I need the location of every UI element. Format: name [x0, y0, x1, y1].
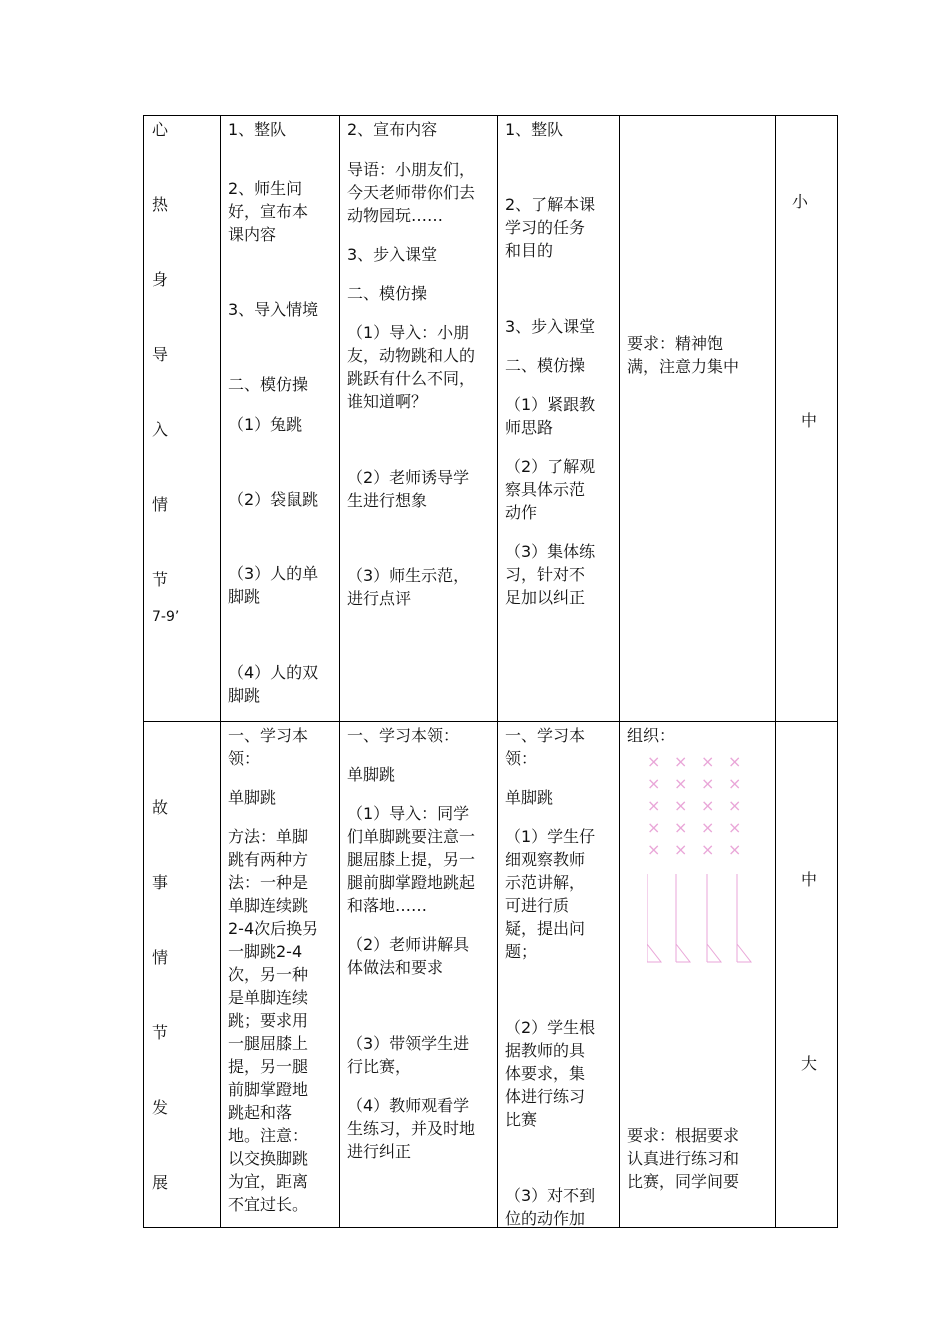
- cell-text-line: 位的动作加: [505, 1209, 586, 1228]
- cell-text-line: 前脚掌蹬地: [228, 1080, 309, 1099]
- cell-text-line: 足加以纠正: [505, 588, 586, 607]
- cell-text-line: （3）带领学生进: [347, 1034, 470, 1053]
- cell-text-line: 3、步入课堂: [347, 245, 438, 264]
- cell-text-line: 体做法和要求: [347, 958, 444, 977]
- cell-text-line: 察具体示范: [505, 480, 586, 499]
- cell-text-line: （2）老师讲解具: [347, 935, 470, 954]
- cell-text-line: （2）了解观: [505, 457, 596, 476]
- cell-text-line: 2-4次后换另: [228, 919, 319, 938]
- cell-text-line: 腿屈膝上提，另一: [347, 850, 476, 869]
- student-mark: ×: [728, 796, 742, 815]
- cell-text-line: 和目的: [505, 241, 554, 260]
- flag-icon: [707, 944, 721, 962]
- cell-text-line: 今天老师带你们去: [347, 183, 476, 202]
- section-title-char: 热: [152, 195, 169, 214]
- cell-text-line: （1）学生仔: [505, 827, 596, 846]
- student-mark: ×: [674, 818, 688, 837]
- organization-label: 组织：: [627, 726, 676, 745]
- cell-text-line: 次，另一种: [228, 965, 309, 984]
- section-title-char: 发: [152, 1098, 169, 1117]
- cell-text-line: 细观察教师: [505, 850, 586, 869]
- cell-text-line: 1、整队: [505, 120, 564, 139]
- cell-text-line: 进行纠正: [347, 1142, 412, 1161]
- cell-text-line: 1、整队: [228, 120, 287, 139]
- cell-text-line: 一、学习本: [505, 726, 586, 745]
- cell-text-line: 学习的任务: [505, 218, 586, 237]
- section1-teacher-b-cell: [339, 116, 497, 721]
- cell-text-line: 单脚跳: [505, 788, 554, 807]
- cell-text-line: 跳跃有什么不同，: [347, 369, 476, 388]
- cell-text-line: 一、学习本: [228, 726, 309, 745]
- cell-text-line: 进行点评: [347, 589, 412, 608]
- section2-title-cell: [144, 722, 220, 1227]
- student-mark: ×: [674, 840, 688, 859]
- cell-text-line: 单脚连续跳: [228, 896, 309, 915]
- cell-text-line: 习，针对不: [505, 565, 586, 584]
- section2-teacher-b-cell: [339, 722, 497, 1227]
- cell-text-line: 要求：精神饱: [627, 334, 724, 353]
- cell-text-line: 地。注意：: [228, 1126, 309, 1145]
- cell-text-line: 一脚跳2-4: [228, 942, 303, 961]
- section-title-char: 节: [152, 1023, 169, 1042]
- cell-text-line: 导语：小朋友们，: [347, 160, 476, 179]
- cell-text-line: 们单脚跳要注意一: [347, 827, 476, 846]
- cell-text-line: 跳有两种方: [228, 850, 309, 869]
- cell-text-line: 比赛，同学间要: [627, 1172, 740, 1191]
- section-time: 7-9’: [152, 609, 180, 625]
- student-mark: ×: [701, 796, 715, 815]
- lane-flags-graphic: [647, 754, 767, 984]
- cell-text-line: （1）紧跟教: [505, 395, 596, 414]
- student-mark: ×: [647, 752, 661, 771]
- cell-text-line: 谁知道啊？: [347, 392, 428, 411]
- cell-text-line: 脚跳: [228, 587, 261, 606]
- cell-text-line: 为宜，距离: [228, 1172, 309, 1191]
- cell-text-line: 以交换脚跳: [228, 1149, 309, 1168]
- student-mark: ×: [647, 774, 661, 793]
- cell-text-line: 二、模仿操: [347, 284, 428, 303]
- lesson-plan-table: [143, 115, 838, 1228]
- cell-text-line: 体要求，集: [505, 1064, 586, 1083]
- cell-text-line: 据教师的具: [505, 1041, 586, 1060]
- section1-teacher-a-cell: [220, 116, 339, 721]
- cell-text-line: 好，宣布本: [228, 202, 309, 221]
- cell-text-line: 题；: [505, 942, 538, 961]
- cell-text-line: 一、学习本领：: [347, 726, 460, 745]
- student-mark: ×: [728, 840, 742, 859]
- cell-text-line: 认真进行练习和: [627, 1149, 740, 1168]
- cell-text-line: 动作: [505, 503, 538, 522]
- cell-text-line: 不宜过长。: [228, 1195, 309, 1214]
- cell-text-line: 满，注意力集中: [627, 357, 740, 376]
- cell-text-line: 生进行想象: [347, 491, 428, 510]
- student-mark: ×: [647, 840, 661, 859]
- cell-text-line: 3、步入课堂: [505, 317, 596, 336]
- flag-icon: [676, 944, 690, 962]
- section-title-char: 导: [152, 345, 169, 364]
- cell-text-line: 领：: [505, 749, 538, 768]
- cell-text-line: 是单脚连续: [228, 988, 309, 1007]
- section-title-char: 展: [152, 1173, 169, 1192]
- cell-text-line: （2）老师诱导学: [347, 468, 470, 487]
- student-mark: ×: [728, 818, 742, 837]
- student-mark: ×: [728, 774, 742, 793]
- section-title-char: 心: [152, 120, 169, 139]
- cell-text-line: 二、模仿操: [228, 375, 309, 394]
- cell-text-line: （3）师生示范，: [347, 566, 470, 585]
- cell-text-line: 师思路: [505, 418, 554, 437]
- cell-text-line: （1）导入：同学: [347, 804, 470, 823]
- student-mark: ×: [701, 752, 715, 771]
- cell-text-line: （2）学生根: [505, 1018, 596, 1037]
- section-title-char: 情: [152, 495, 169, 514]
- cell-text-line: 提，另一腿: [228, 1057, 309, 1076]
- cell-text-line: （1）兔跳: [228, 415, 303, 434]
- cell-text-line: 动物园玩……: [347, 206, 444, 225]
- cell-text-line: （4）人的双: [228, 663, 319, 682]
- cell-text-line: 脚跳: [228, 686, 261, 705]
- cell-text-line: 单脚跳: [347, 765, 396, 784]
- student-mark: ×: [647, 818, 661, 837]
- section2-intensity-cell: [775, 722, 837, 1227]
- section2-teacher-a-cell: [220, 722, 339, 1227]
- section1-title-cell: [144, 116, 220, 721]
- cell-text-line: 友，动物跳和人的: [347, 346, 476, 365]
- intensity-label: 中: [801, 870, 818, 889]
- cell-text-line: 单脚跳: [228, 788, 277, 807]
- formation-diagram: [647, 754, 767, 984]
- section1-student-cell: [497, 116, 619, 721]
- intensity-label: 小: [792, 192, 809, 211]
- cell-text-line: （3）人的单: [228, 564, 319, 583]
- section-title-char: 身: [152, 270, 169, 289]
- cell-text-line: 2、师生问: [228, 179, 303, 198]
- cell-text-line: （1）导入：小朋: [347, 323, 470, 342]
- cell-text-line: 跳起和落: [228, 1103, 293, 1122]
- intensity-label: 大: [801, 1054, 818, 1073]
- student-mark: ×: [674, 796, 688, 815]
- flag-icon: [737, 944, 751, 962]
- cell-text-line: 课内容: [228, 225, 277, 244]
- cell-text-line: 2、了解本课: [505, 195, 596, 214]
- cell-text-line: 行比赛，: [347, 1057, 412, 1076]
- cell-text-line: 领：: [228, 749, 261, 768]
- cell-text-line: 腿前脚掌蹬地跳起: [347, 873, 476, 892]
- student-mark: ×: [647, 796, 661, 815]
- cell-text-line: 和落地……: [347, 896, 428, 915]
- intensity-label: 中: [801, 411, 818, 430]
- cell-text-line: 二、模仿操: [505, 356, 586, 375]
- cell-text-line: 3、导入情境: [228, 300, 319, 319]
- student-mark: ×: [701, 840, 715, 859]
- cell-text-line: 可进行质: [505, 896, 570, 915]
- cell-text-line: 疑，提出问: [505, 919, 586, 938]
- student-mark: ×: [674, 774, 688, 793]
- cell-text-line: （3）对不到: [505, 1186, 596, 1205]
- cell-text-line: 示范讲解，: [505, 873, 586, 892]
- section2-student-cell: [497, 722, 619, 1227]
- cell-text-line: 2、宣布内容: [347, 120, 438, 139]
- student-mark: ×: [701, 818, 715, 837]
- cell-text-line: （3）集体练: [505, 542, 596, 561]
- student-mark: ×: [728, 752, 742, 771]
- student-mark: ×: [674, 752, 688, 771]
- student-mark: ×: [701, 774, 715, 793]
- section1-organization-cell: [619, 116, 775, 721]
- cell-text-line: 法：一种是: [228, 873, 309, 892]
- cell-text-line: 跳；要求用: [228, 1011, 309, 1030]
- cell-text-line: （4）教师观看学: [347, 1096, 470, 1115]
- section-title-char: 事: [152, 873, 169, 892]
- cell-text-line: 比赛: [505, 1110, 538, 1129]
- cell-text-line: 一腿屈膝上: [228, 1034, 309, 1053]
- cell-text-line: 方法：单脚: [228, 827, 309, 846]
- cell-text-line: （2）袋鼠跳: [228, 490, 319, 509]
- section-title-char: 入: [152, 420, 169, 439]
- flag-icon: [647, 944, 661, 962]
- section-title-char: 故: [152, 798, 169, 817]
- section1-intensity-cell: [775, 116, 837, 721]
- section-title-char: 节: [152, 570, 169, 589]
- section2-organization-cell: [619, 722, 775, 1227]
- cell-text-line: 生练习，并及时地: [347, 1119, 476, 1138]
- cell-text-line: 体进行练习: [505, 1087, 586, 1106]
- section-title-char: 情: [152, 948, 169, 967]
- cell-text-line: 要求：根据要求: [627, 1126, 740, 1145]
